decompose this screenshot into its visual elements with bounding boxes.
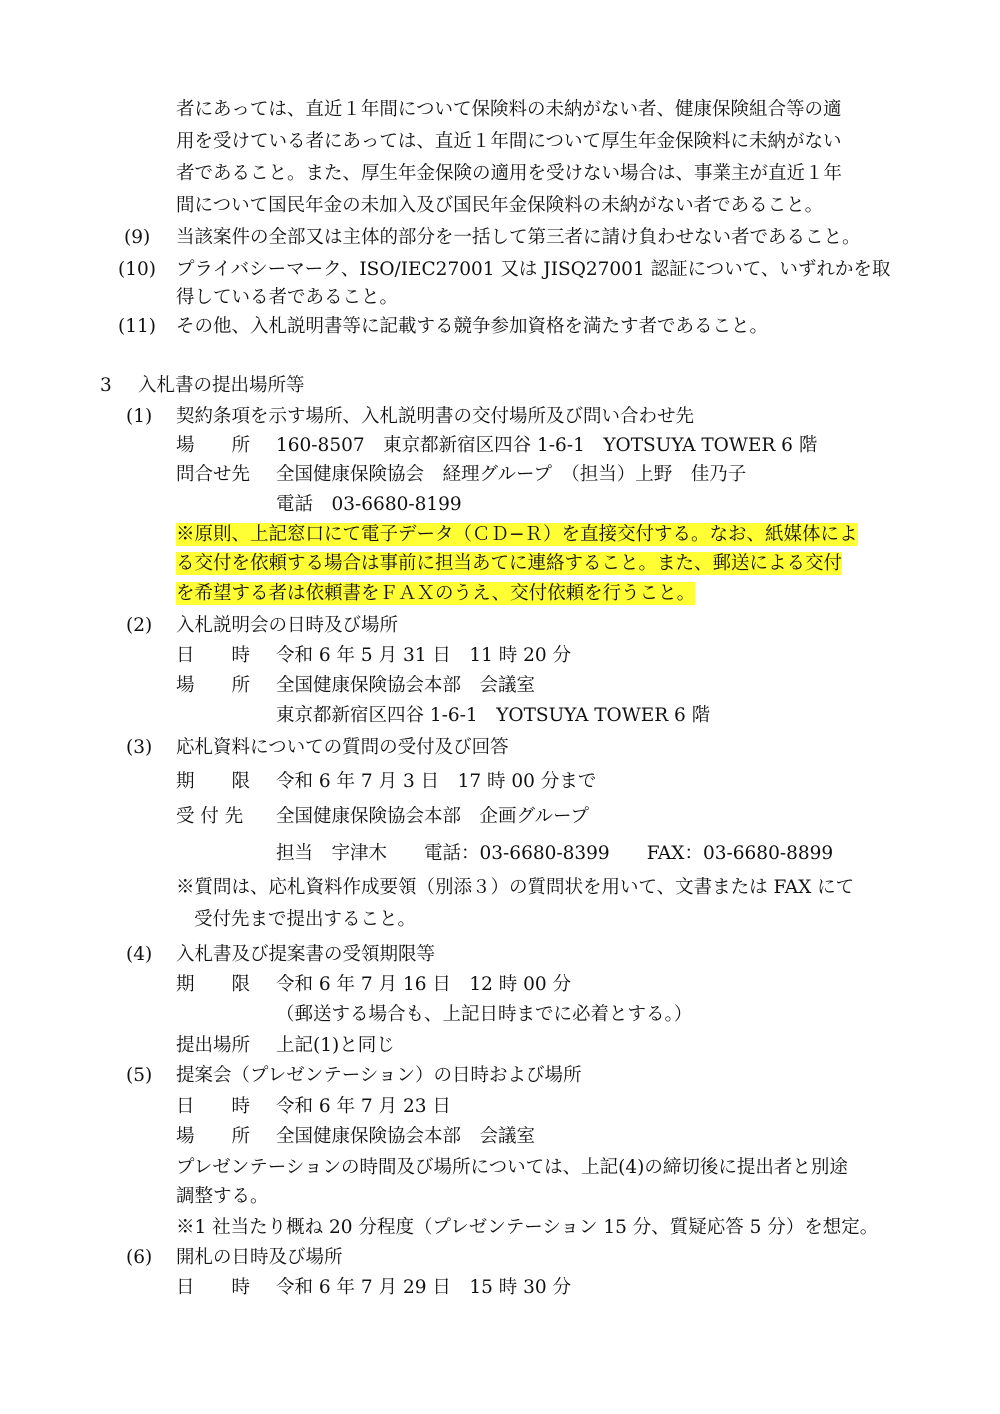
s1-note-line-1 (176, 521, 858, 549)
s6-number: (6) (126, 1247, 153, 1268)
s1-contact-label: 問合せ先 (176, 464, 251, 485)
s3-title: 応札資料についての質問の受付及び回答 (176, 737, 509, 758)
s6-title: 開札の日時及び場所 (176, 1247, 343, 1268)
s5-date-label: 日 時 (176, 1096, 251, 1117)
s6-date-value: 令和 6 年 7 月 29 日 15 時 30 分 (276, 1277, 572, 1298)
highlight: を希望する者は依頼書をＦＡＸのうえ、交付依頼を行うこと。 (176, 583, 696, 604)
para8-line-4: 間について国民年金の未加入及び国民年金保険料の未納がない者であること。 (176, 195, 824, 216)
item-9-number: (9) (124, 227, 151, 248)
s4-deadline-value: 令和 6 年 7 月 16 日 12 時 00 分 (276, 974, 572, 995)
s2-date-value: 令和 6 年 5 月 31 日 11 時 20 分 (276, 645, 572, 666)
s1-note-line-3 (176, 580, 695, 608)
item-10-number: (10) (118, 259, 156, 280)
s1-contact-value: 全国健康保険協会 経理グループ （担当）上野 佳乃子 (276, 464, 747, 485)
s3-note-line-1: ※質問は、応札資料作成要領（別添３）の質問状を用いて、文書または FAX にて (176, 877, 855, 898)
s5-place-value: 全国健康保険協会本部 会議室 (276, 1126, 536, 1147)
s3-deadline-label: 期 限 (176, 771, 251, 792)
item-10-line-1: プライバシーマーク、ISO/IEC27001 又は JISQ27001 認証について、いずれかを取 (176, 259, 891, 280)
s3-deadline-value: 令和 6 年 7 月 3 日 17 時 00 分まで (276, 771, 597, 792)
s3-contact: 担当 宇津木 電話：03-6680-8399 FAX：03-6680-8899 (276, 843, 834, 864)
s5-title: 提案会（プレゼンテーション）の日時および場所 (176, 1065, 582, 1086)
highlight: ※原則、上記窓口にて電子データ（ＣＤ−Ｒ）を直接交付する。なお、紙媒体によ (176, 524, 858, 545)
item-9-text: 当該案件の全部又は主体的部分を一括して第三者に請け負わせない者であること。 (176, 227, 861, 248)
s2-title: 入札説明会の日時及び場所 (176, 615, 399, 636)
s2-date-label: 日 時 (176, 645, 251, 666)
s6-date-label: 日 時 (176, 1277, 251, 1298)
s1-number: (1) (126, 406, 153, 427)
para8-line-1: 者にあっては、直近１年間について保険料の未納がない者、健康保険組合等の適 (176, 99, 842, 120)
s4-deadline-label: 期 限 (176, 974, 251, 995)
s2-address: 東京都新宿区四谷 1-6-1 YOTSUYA TOWER 6 階 (276, 705, 711, 726)
s4-title: 入札書及び提案書の受領期限等 (176, 944, 436, 965)
section-3-title: 入札書の提出場所等 (138, 375, 305, 396)
s1-title: 契約条項を示す場所、入札説明書の交付場所及び問い合わせ先 (176, 406, 695, 427)
highlight: る交付を依頼する場合は事前に担当あてに連絡すること。また、郵送による交付 (176, 553, 843, 574)
para8-line-2: 用を受けている者にあっては、直近１年間について厚生年金保険料に未納がない (176, 131, 842, 152)
section-3-number: 3 (100, 375, 112, 396)
s3-number: (3) (126, 737, 153, 758)
s2-place-value: 全国健康保険協会本部 会議室 (276, 675, 536, 696)
s4-place-value: 上記(1)と同じ (276, 1035, 395, 1056)
s4-deadline-note: （郵送する場合も、上記日時までに必着とする。） (276, 1004, 693, 1025)
s5-note1-line-1: プレゼンテーションの時間及び場所については、上記(4)の締切後に提出者と別途 (176, 1157, 848, 1178)
s4-number: (4) (126, 944, 153, 965)
s5-number: (5) (126, 1065, 153, 1086)
s3-note-line-2: 受付先まで提出すること。 (194, 909, 417, 930)
s1-place-value: 160-8507 東京都新宿区四谷 1-6-1 YOTSUYA TOWER 6 階 (276, 435, 818, 456)
para8-line-3: 者であること。また、厚生年金保険の適用を受けない場合は、事業主が直近１年 (176, 163, 843, 184)
s4-place-label: 提出場所 (176, 1035, 251, 1056)
s5-date-value: 令和 6 年 7 月 23 日 (276, 1096, 451, 1117)
item-10-line-2: 得している者であること。 (176, 287, 399, 308)
s3-recv-value: 全国健康保険協会本部 企画グループ (276, 806, 590, 827)
s2-place-label: 場 所 (176, 675, 251, 696)
s1-place-label: 場 所 (176, 435, 251, 456)
s1-note-line-2 (176, 550, 842, 578)
item-11-number: (11) (118, 316, 156, 337)
s5-place-label: 場 所 (176, 1126, 251, 1147)
s5-note1-line-2: 調整する。 (176, 1186, 269, 1207)
s5-note2: ※1 社当たり概ね 20 分程度（プレゼンテーション 15 分、質疑応答 5 分）を想定。 (176, 1217, 879, 1238)
s3-recv-label: 受 付 先 (176, 806, 244, 827)
s1-tel: 電話 03-6680-8199 (276, 494, 462, 515)
s2-number: (2) (126, 615, 153, 636)
item-11-text: その他、入札説明書等に記載する競争参加資格を満たす者であること。 (176, 316, 769, 337)
